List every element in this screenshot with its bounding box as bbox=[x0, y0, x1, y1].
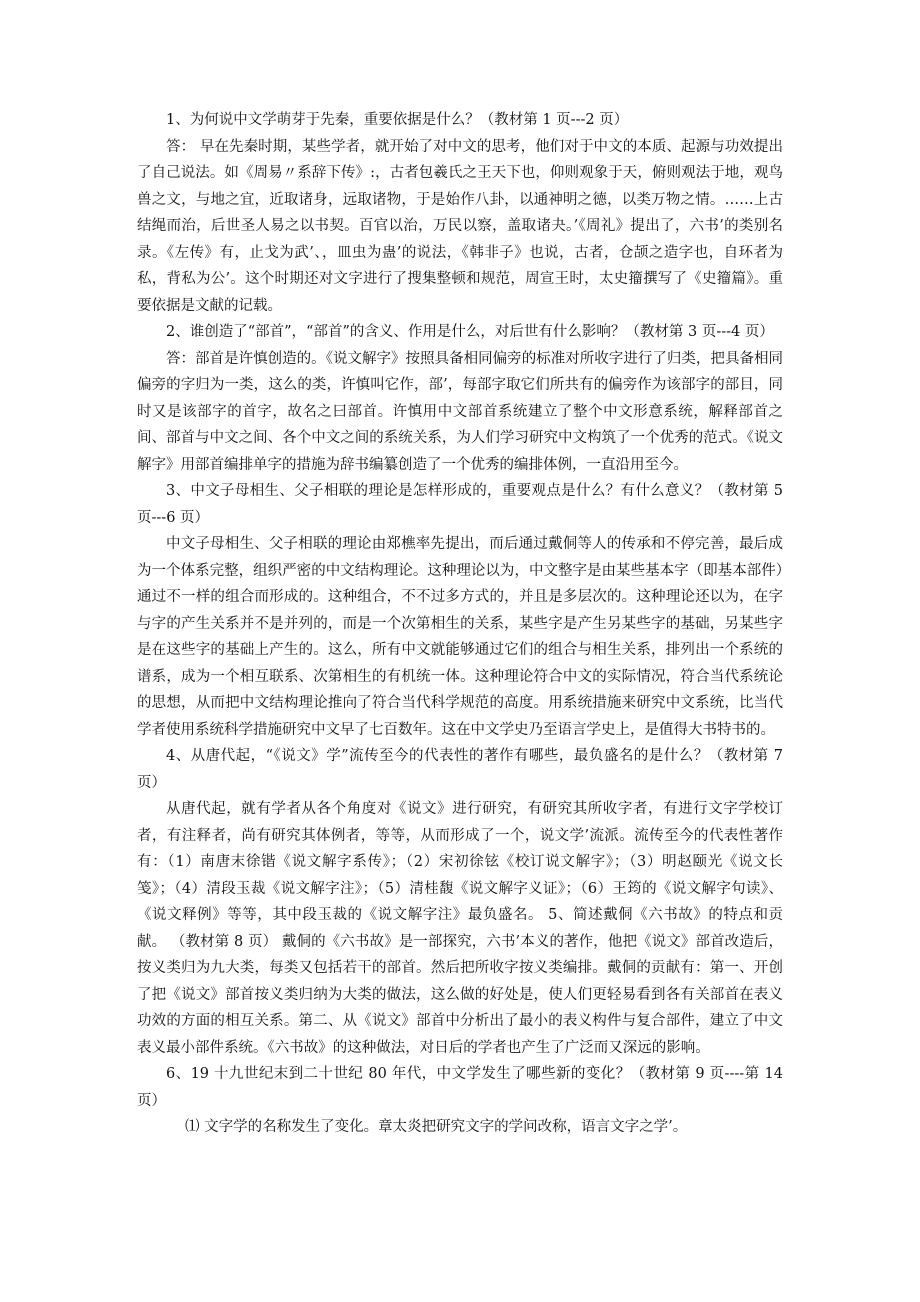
answer-6-item-1: ⑴ 文字学的名称发生了变化。章太炎把研究文字的学问改称，语言文字之学’。 bbox=[185, 1119, 688, 1135]
document-page bbox=[137, 107, 783, 1141]
question-1: 1、为何说中文学萌芽于先秦，重要依据是什么？（教材第 1 页---2 页） bbox=[166, 112, 629, 128]
answer-4-and-5: 从唐代起，就有学者从各个角度对《说文》进行研究，有研究其所收字者，有进行文字学校订者，有注释者，尚有研究其体例者，等等，从而形成了一个，说文学’流派。流传至今的代表性著作有：（1）南唐末徐锴《说文解字系传》；（2）宋初徐铉《校订说文解字》；（3）明赵颐光《说文长笺》；（4）清段玉裁《说文解字注》；（5）清桂馥《说文解字义证》；（6）王筠的《说文解字句读》、《说文释例》等等，其中段玉裁的《说文解字注》最负盛名。 5、简述戴侗《六书故》的特点和贡献。 （教材第 8 页） 戴侗的《六书故》是一部探究，六书’本义的著作，他把《说文》部首改造后，按义类归为九大类，每类又包括若干的部首。然后把所收字按义类编排。戴侗的贡献有：第一、开创了把《说文》部首按义类归纳为大类的做法，这么做的好处是，使人们更轻易看到各有关部首在表义功效的方面的相互关系。第二、从《说文》部首中分析出了最小的表义构件与复合部件，建立了中文表义最小部件系统。《六书故》的这种做法，对日后的学者也产生了广泛而又深远的影响。 bbox=[137, 801, 783, 1056]
question-6: 6、19 十九世纪末到二十世纪 80 年代，中文学发生了哪些新的变化？（教材第 9 页----第 14 页） bbox=[137, 1066, 783, 1109]
question-2: 2、谁创造了“部首”，“部首”的含义、作用是什么，对后世有什么影响？（教材第 3 页---4 页） bbox=[166, 324, 774, 340]
answer-2: 答：部首是许慎创造的。《说文解字》按照具备相同偏旁的标准对所收字进行了归类，把具备相同偏旁的字归为一类，这么的类，许慎叫它作，部’，每部字取它们所共有的偏旁作为该部字的部目，同时又是该部字的首字，故名之曰部首。许慎用中文部首系统建立了整个中文形意系统，解释部首之间、部首与中文之间、各个中文之间的系统关系，为人们学习研究中文构筑了一个优秀的范式。《说文解字》用部首编排单字的措施为辞书编纂创造了一个优秀的编排体例，一直沿用至今。 bbox=[137, 350, 783, 473]
answer-3: 中文子母相生、父子相联的理论由郑樵率先提出，而后通过戴侗等人的传承和不停完善，最后成为一个体系完整，组织严密的中文结构理论。这种理论以为，中文整字是由某些基本字（即基本部件）通过不一样的组合而形成的。这种组合，不不过多方式的，并且是多层次的。这种理论还以为，在字与字的产生关系并不是并列的，而是一个次第相生的关系，某些字是产生另某些字的基础，另某些字是在这些字的基础上产生的。这么，所有中文就能够通过它们的组合与相生关系，排列出一个系统的谱系，成为一个相互联系、次第相生的有机统一体。这种理论符合中文的实际情况，符合当代系统论的思想，从而把中文结构理论推向了符合当代科学规范的高度。用系统措施来研究中文系统，比当代学者使用系统科学措施研究中文早了七百数年。这在中文学史乃至语言学史上，是值得大书特书的。 bbox=[137, 536, 783, 738]
question-3: 3、中文子母相生、父子相联的理论是怎样形成的，重要观点是什么？有什么意义？（教材第 5 页---6 页） bbox=[137, 483, 783, 526]
question-4: 4、从唐代起，“《说文》学”流传至今的代表性的著作有哪些，最负盛名的是什么？（教材第 7 页） bbox=[137, 748, 783, 791]
answer-1: 答： 早在先秦时期，某些学者，就开始了对中文的思考，他们对于中文的本质、起源与功效提出了自己说法。如《周易〃系辞下传》:，古者包羲氏之王天下也，仰则观象于天，俯则观法于地，观鸟兽之文，与地之宜，近取诸身，远取诸物，于是始作八卦，以通神明之德，以类万物之情。……上古结绳而治，后世圣人易之以书契。百官以治，万民以察，盖取诸夬。’《周礼》提出了，六书’的类别名录。《左传》有，止戈为武’、，皿虫为蛊’的说法，《韩非子》也说，古者，仓颉之造字也，自环者为私，背私为公’。这个时期还对文字进行了搜集整顿和规范，周宣王时，太史籀撰写了《史籀篇》。重要依据是文献的记载。 bbox=[137, 138, 783, 314]
